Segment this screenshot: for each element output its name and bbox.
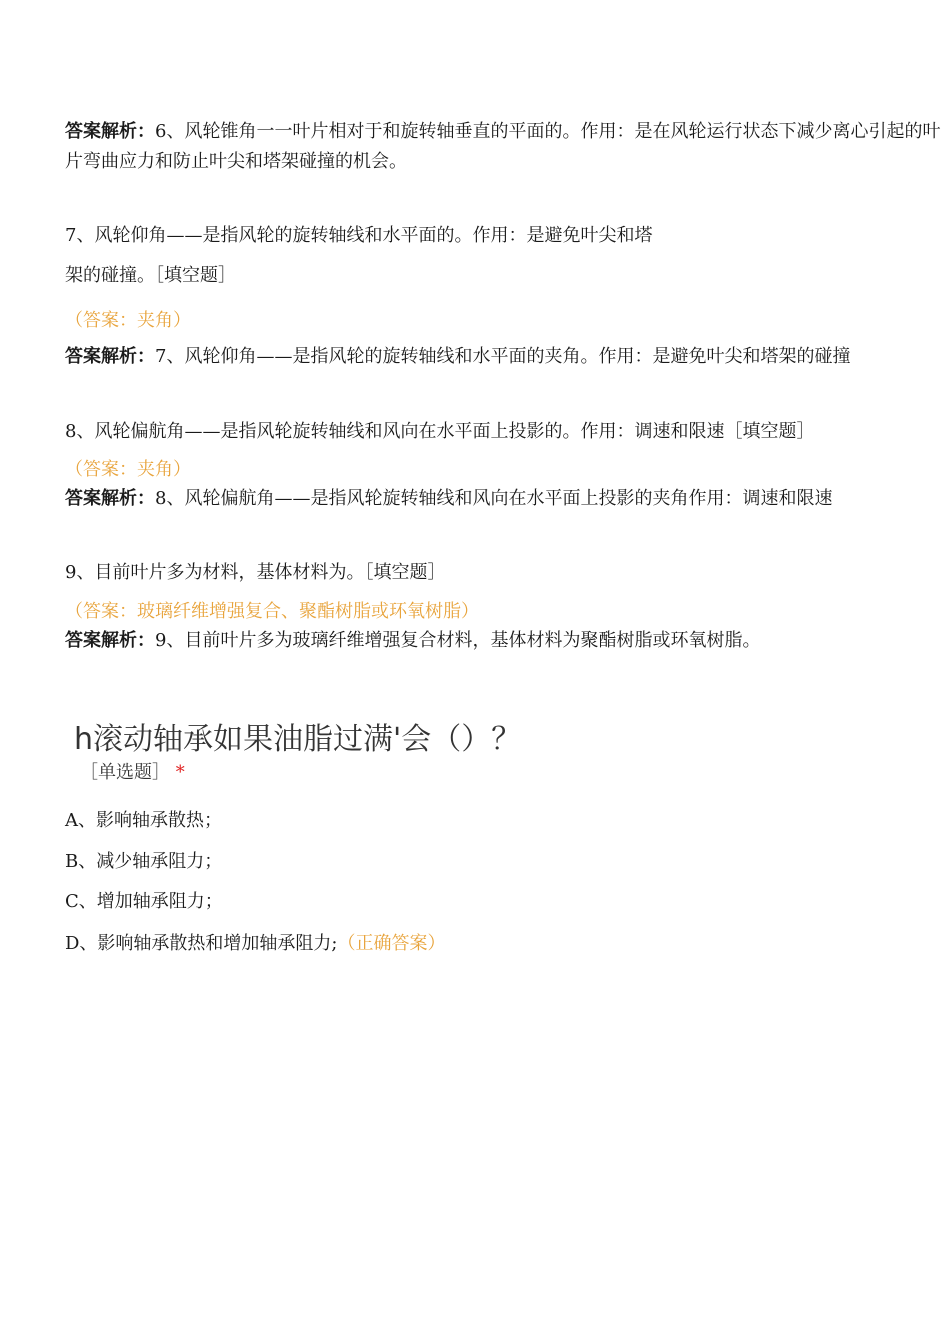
required-mark: *: [175, 762, 185, 783]
mcq-option-d[interactable]: [65, 932, 446, 956]
mcq-type-label: ［单选题］: [80, 762, 170, 783]
mcq-option-b[interactable]: B、减少轴承阻力；: [65, 851, 223, 872]
analysis-text: 7、风轮仰角——是指风轮的旋转轴线和水平面的夹角。作用：是避免叶尖和塔架的碰撞: [155, 346, 851, 367]
question-7-line1: 7、风轮仰角——是指风轮的旋转轴线和水平面的。作用：是避免叶尖和塔: [65, 225, 653, 246]
analysis-text: 8、风轮偏航角——是指风轮旋转轴线和风向在水平面上投影的夹角作用：调速和限速: [155, 488, 833, 509]
analysis-7: [65, 345, 850, 369]
correct-answer-label: （正确答案）: [337, 933, 446, 954]
mcq-option-a[interactable]: A、影响轴承散热；: [65, 810, 222, 831]
analysis-8: [65, 487, 832, 511]
option-text: D、影响轴承散热和增加轴承阻力;: [65, 933, 338, 954]
analysis-label: 答案解析：: [65, 488, 155, 509]
mcq-title: h滚动轴承如果油脂过满'会（）？: [74, 722, 522, 757]
question-8: 8、风轮偏航角——是指风轮旋转轴线和风向在水平面上投影的。作用：调速和限速［填空题］: [65, 421, 815, 442]
mcq-type: [80, 761, 185, 785]
analysis-label: 答案解析：: [65, 346, 155, 367]
answer-8: （答案：夹角）: [65, 459, 191, 480]
analysis-text: 6、风轮锥角一一叶片相对于和旋转轴垂直的平面的。作用：是在风轮运行状态下减少离心引起的叶片弯曲应力和防止叶尖和塔架碰撞的机会。: [65, 121, 941, 172]
mcq-option-c[interactable]: C、增加轴承阻力；: [65, 891, 223, 912]
analysis-label: 答案解析：: [65, 630, 155, 651]
analysis-text: 9、目前叶片多为玻璃纤维增强复合材料，基体材料为聚酯树脂或环氧树脂。: [155, 630, 761, 651]
answer-7: （答案：夹角）: [65, 310, 191, 331]
answer-9: （答案：玻璃纤维增强复合、聚酯树脂或环氧树脂）: [65, 601, 479, 622]
question-9: 9、目前叶片多为材料，基体材料为。［填空题］: [65, 562, 446, 583]
analysis-label: 答案解析：: [65, 121, 155, 142]
analysis-6: [65, 117, 945, 177]
question-7-line2: 架的碰撞。［填空题］: [65, 265, 236, 286]
analysis-9: [65, 629, 760, 653]
